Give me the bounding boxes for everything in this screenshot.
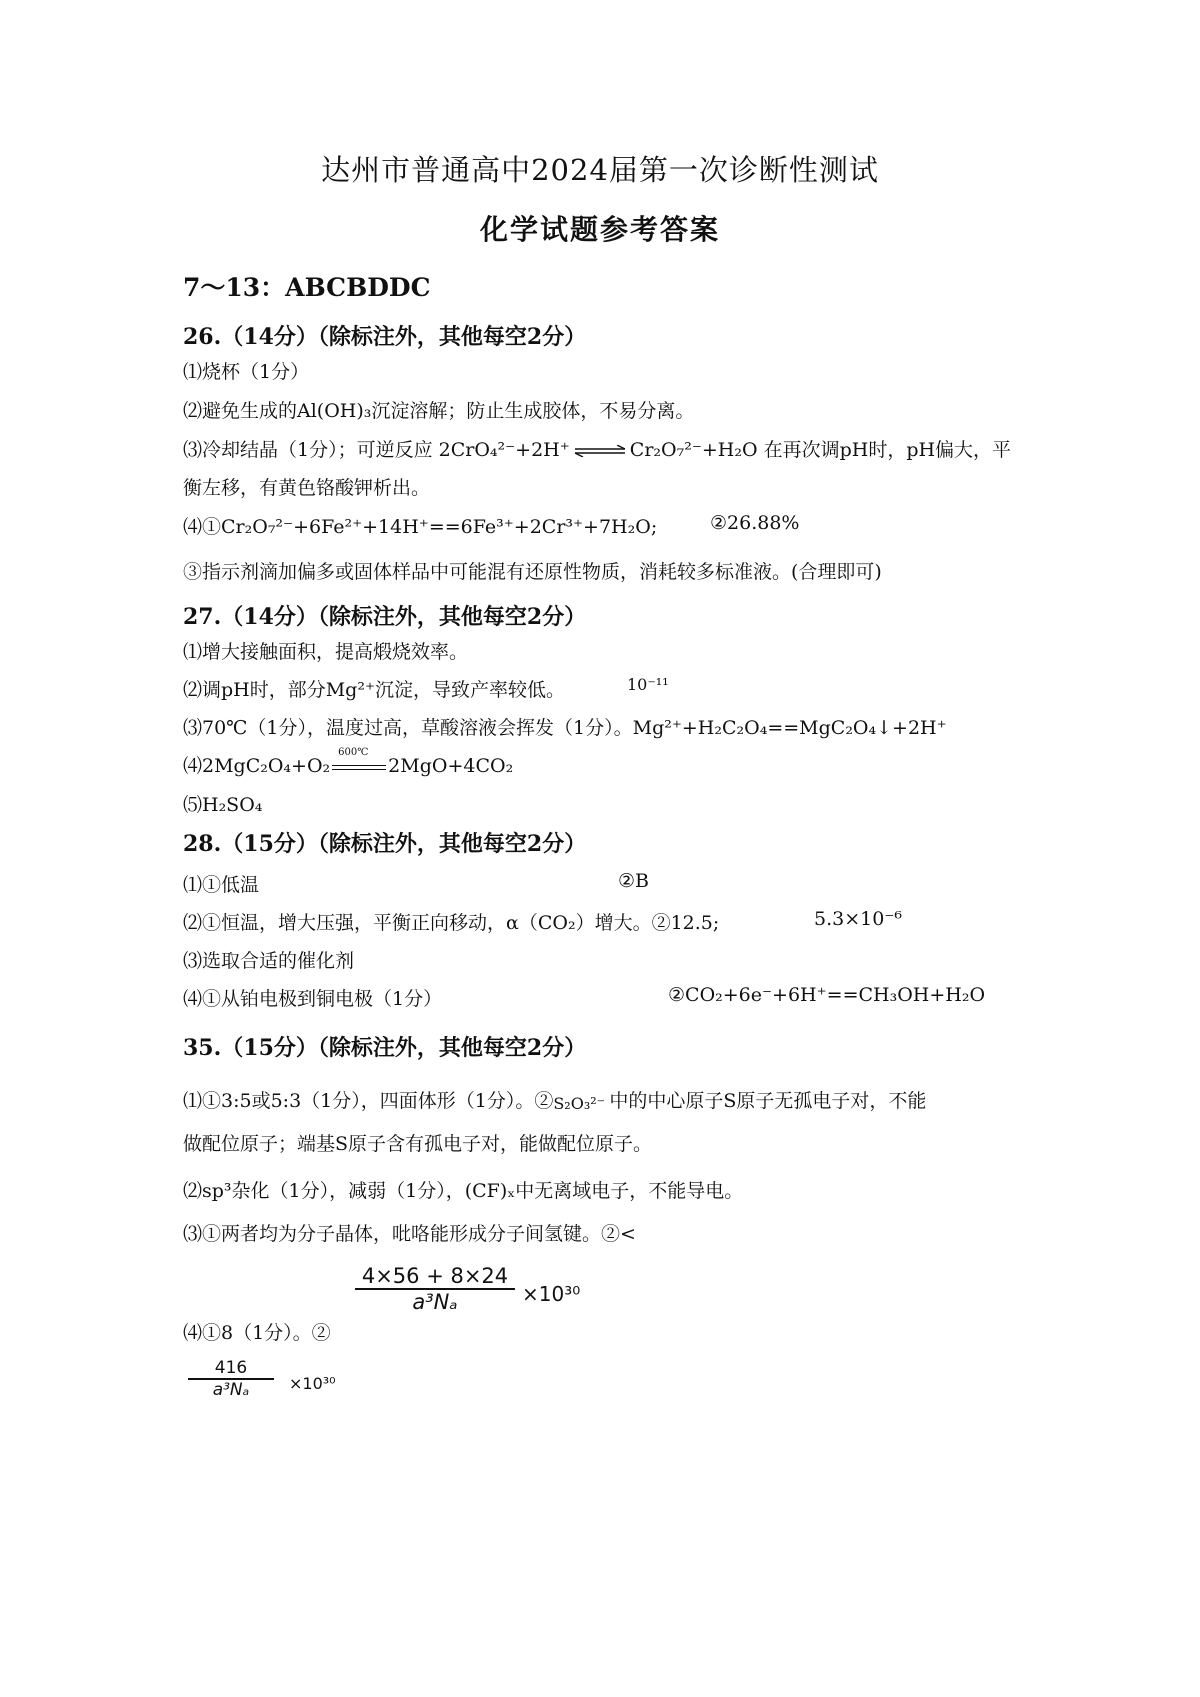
multiple-choice-answers: 7～13：ABCBDDC [183,273,431,302]
q28-line-2a: ⑵①恒温，增大压强，平衡正向移动，α（CO₂）增大。②12.5; [183,912,720,934]
q27-line-1: ⑴增大接触面积，提高煅烧效率。 [183,641,469,663]
reaction-condition [330,747,388,777]
q28-line-3: ⑶选取合适的催化剂 [183,950,355,972]
density-fraction-1 [355,1264,515,1314]
q28-line-1a: ⑴①低温 [183,874,260,896]
q35-line-1a: ⑴①3:5或5:3（1分），四面体形（1分）。② [183,1090,554,1112]
q35-line-1c: 做配位原子；端基S原子含有孤电子对，能做配位原子。 [183,1133,653,1155]
condition-line-bottom [332,769,386,770]
q27-line-4a: ⑷2MgC₂O₄+O₂ [183,755,331,777]
equilibrium-arrow-icon [573,445,627,457]
q35-heading: 35.（15分）（除标注外，其他每空2分） [183,1035,587,1061]
q35-line-4: ⑷①8（1分）。② [183,1322,331,1344]
density-fraction-2 [188,1358,274,1400]
q26-line-3 [183,435,1011,462]
q35-line-1b: 中的中心原子S原子无孤电子对，不能 [609,1090,927,1112]
q26-line-1: ⑴烧杯（1分） [183,361,310,383]
q35-line-3: ⑶①两者均为分子晶体，吡咯能形成分子间氢键。②< [183,1223,636,1245]
fraction-1-denominator: a³Nₐ [412,1290,458,1314]
q27-line-2b: 10⁻¹¹ [627,675,669,694]
q26-line-3c: 衡左移，有黄色铬酸钾析出。 [183,477,431,499]
page-title: 达州市普通高中2024届第一次诊断性测试 [321,153,879,187]
reaction-condition-label: 600℃ [338,747,369,758]
q26-line-4a: ⑷①Cr₂O₇²⁻+6Fe²⁺+14H⁺==6Fe³⁺+2Cr³⁺+7H₂O; [183,516,658,538]
fraction-2-denominator: a³Nₐ [212,1380,250,1400]
q26-line-3a: ⑶冷却结晶（1分）；可逆反应 2CrO₄²⁻+2H⁺ [183,439,570,461]
thiosulfate-ion: S₂O₃²⁻ [553,1094,606,1113]
fraction-2-numerator: 416 [214,1358,248,1378]
q26-line-5: ③指示剂滴加偏多或固体样品中可能混有还原性物质，消耗较多标准液。(合理即可) [183,561,882,583]
q27-line-4b: 2MgO+4CO₂ [388,755,514,777]
condition-line-top [332,765,386,766]
q35-line-1 [183,1086,926,1116]
q27-line-3: ⑶70℃（1分），温度过高，草酸溶液会挥发（1分）。Mg²⁺+H₂C₂O₄==MgC₂O₄↓+2H⁺ [183,717,947,739]
fraction-1-numerator: 4×56 + 8×24 [361,1264,509,1288]
q28-line-1b: ②B [618,870,649,892]
q27-line-5: ⑸H₂SO₄ [183,794,263,816]
q28-heading: 28.（15分）（除标注外，其他每空2分） [183,831,587,857]
fraction-2-multiplier: ×10³⁰ [289,1374,336,1393]
q26-line-3b: Cr₂O₇²⁻+H₂O 在再次调pH时，pH偏大，平 [629,439,1012,461]
q35-line-2: ⑵sp³杂化（1分），减弱（1分），(CF)ₓ中无离域电子，不能导电。 [183,1180,744,1202]
q28-line-2b: 5.3×10⁻⁶ [814,908,902,930]
q28-line-4a: ⑷①从铂电极到铜电极（1分） [183,988,443,1010]
q27-line-2: ⑵调pH时，部分Mg²⁺沉淀，导致产率较低。 [183,679,565,701]
q26-line-4b: ②26.88% [710,512,800,534]
page-subtitle: 化学试题参考答案 [479,213,720,246]
q28-line-4b: ②CO₂+6e⁻+6H⁺==CH₃OH+H₂O [668,984,986,1006]
q27-heading: 27.（14分）（除标注外，其他每空2分） [183,604,587,630]
q26-heading: 26.（14分）（除标注外，其他每空2分） [183,324,587,350]
fraction-1-multiplier: ×10³⁰ [522,1282,581,1306]
q26-line-2: ⑵避免生成的Al(OH)₃沉淀溶解；防止生成胶体，不易分离。 [183,400,695,422]
q27-line-4 [183,747,514,778]
